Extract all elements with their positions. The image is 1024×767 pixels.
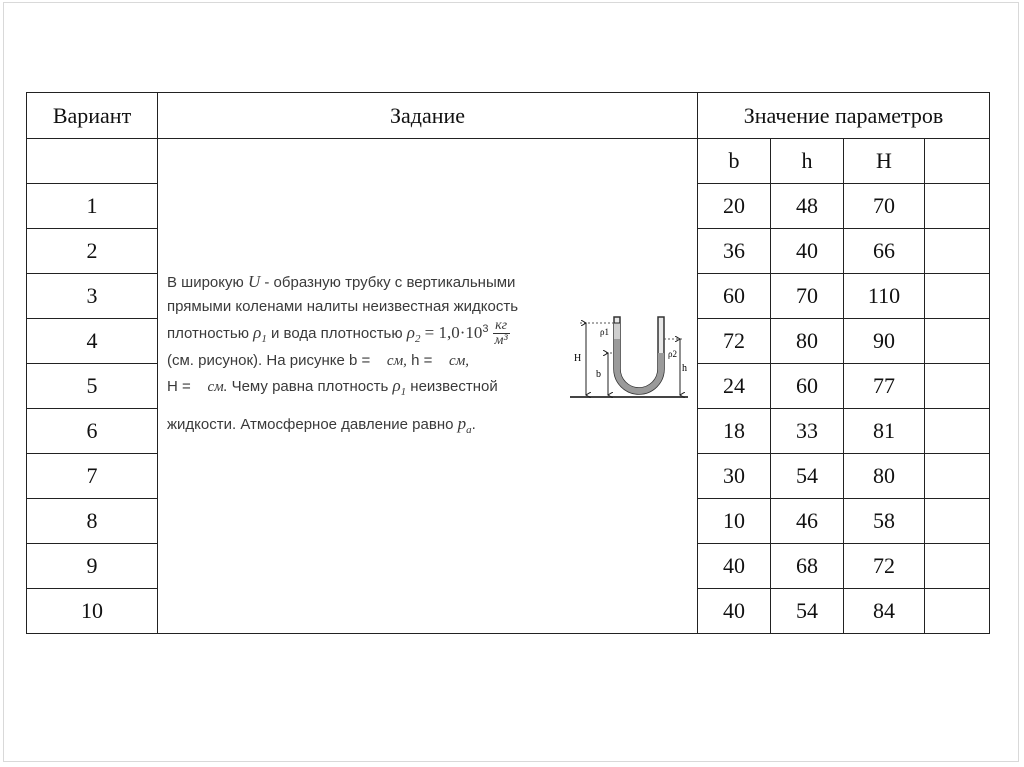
label-H: H: [574, 353, 582, 364]
empty-cell: [925, 409, 990, 454]
variant-number: 3: [27, 274, 158, 319]
param-label-b: b: [698, 139, 771, 184]
value-b: 36: [698, 229, 771, 274]
value-b: 20: [698, 184, 771, 229]
value-H: 81: [844, 409, 925, 454]
label-h: h: [682, 363, 687, 374]
header-variant: Вариант: [27, 93, 158, 139]
variant-number: 4: [27, 319, 158, 364]
value-h: 70: [771, 274, 844, 319]
value-h: 54: [771, 589, 844, 634]
label-rho1: ρ1: [600, 327, 609, 337]
value-H: 77: [844, 364, 925, 409]
value-H: 66: [844, 229, 925, 274]
u-tube-diagram: [570, 299, 690, 409]
empty-cell: [925, 274, 990, 319]
variant-number: 6: [27, 409, 158, 454]
empty-cell: [925, 139, 990, 184]
variant-number: 7: [27, 454, 158, 499]
empty-cell: [925, 589, 990, 634]
value-h: 48: [771, 184, 844, 229]
table-header-row: [27, 93, 990, 139]
value-b: 10: [698, 499, 771, 544]
variant-number: 2: [27, 229, 158, 274]
empty-cell: [925, 544, 990, 589]
value-H: 72: [844, 544, 925, 589]
param-labels-row: [27, 139, 990, 184]
value-h: 40: [771, 229, 844, 274]
value-H: 90: [844, 319, 925, 364]
empty-cell: [27, 139, 158, 184]
value-h: 54: [771, 454, 844, 499]
variant-number: 10: [27, 589, 158, 634]
value-b: 30: [698, 454, 771, 499]
variant-number: 8: [27, 499, 158, 544]
value-H: 70: [844, 184, 925, 229]
value-b: 60: [698, 274, 771, 319]
value-h: 46: [771, 499, 844, 544]
param-label-h: h: [771, 139, 844, 184]
header-params: Значение параметров: [698, 93, 990, 139]
variants-table: [26, 92, 990, 634]
value-h: 68: [771, 544, 844, 589]
empty-cell: [925, 364, 990, 409]
variant-number: 9: [27, 544, 158, 589]
task-cell: [158, 139, 698, 634]
task-text: В широкую U - образную трубку с вертикальными прямыми коленами налиты неизвестная жидкость плотностью $\rho_1$ и вода плотностью $\rho_2 = 1,0\cdot 10^3$ $\frac{кг}{\text{м³}}$ (см. рисунок). На рисунке b = см, h = см, H = см. Чему равна плотность $\rho_1$ неизвестной жидкости. Атмосферное давление равно $p_a$.: [167, 272, 519, 437]
empty-cell: [925, 499, 990, 544]
value-h: 33: [771, 409, 844, 454]
value-H: 58: [844, 499, 925, 544]
variant-number: 1: [27, 184, 158, 229]
value-H: 84: [844, 589, 925, 634]
value-b: 18: [698, 409, 771, 454]
value-b: 72: [698, 319, 771, 364]
label-b: b: [596, 369, 601, 380]
empty-cell: [925, 454, 990, 499]
header-task: Задание: [158, 93, 698, 139]
value-h: 60: [771, 364, 844, 409]
empty-cell: [925, 229, 990, 274]
variant-number: 5: [27, 364, 158, 409]
value-h: 80: [771, 319, 844, 364]
empty-cell: [925, 319, 990, 364]
label-rho2: ρ2: [668, 349, 677, 359]
empty-cell: [925, 184, 990, 229]
value-b: 40: [698, 589, 771, 634]
value-H: 80: [844, 454, 925, 499]
param-label-H: H: [844, 139, 925, 184]
value-H: 110: [844, 274, 925, 319]
value-b: 40: [698, 544, 771, 589]
unit-fraction: $\frac{кг}{\text{м³}}$: [494, 317, 508, 349]
value-b: 24: [698, 364, 771, 409]
